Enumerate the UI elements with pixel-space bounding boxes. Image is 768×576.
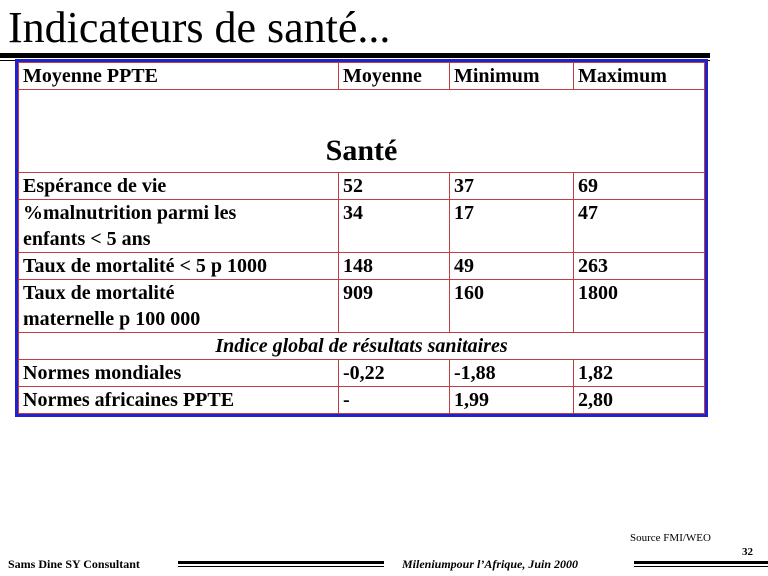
- table-row: [19, 173, 705, 200]
- table-cell: 160: [450, 280, 574, 333]
- row-label-line: maternelle p 100 000: [23, 308, 201, 330]
- title-underline: [0, 53, 710, 58]
- table-cell: 52: [339, 173, 450, 200]
- header-cell: Minimum: [450, 63, 574, 90]
- table-cell: 909: [339, 280, 450, 333]
- table-cell: 1800: [574, 280, 705, 333]
- subsection-row: [19, 333, 705, 360]
- page-number: 32: [742, 546, 753, 558]
- section-title: Santé: [19, 90, 705, 173]
- footer-event: Mileniumpour l’Afrique, Juin 2000: [402, 557, 579, 571]
- row-label: Normes mondiales: [19, 360, 339, 387]
- row-label: [19, 173, 339, 200]
- table-cell: 17: [450, 200, 574, 253]
- table-cell: -1,88: [450, 360, 574, 387]
- row-label-line: Espérance de vie: [23, 175, 167, 197]
- footer-rule-thin: [634, 566, 768, 567]
- table-row: [19, 253, 705, 280]
- table-cell: 2,80: [574, 387, 705, 414]
- row-label-line: Taux de mortalité: [23, 282, 175, 304]
- footer-rule-thin: [178, 566, 384, 567]
- table-cell: 69: [574, 173, 705, 200]
- row-label: Normes africaines PPTE: [19, 387, 339, 414]
- table-row: [19, 387, 705, 414]
- table-row: [19, 360, 705, 387]
- table-cell: 1,82: [574, 360, 705, 387]
- row-label: [19, 280, 339, 333]
- row-label: [19, 253, 339, 280]
- table-cell: -: [339, 387, 450, 414]
- table-cell: 148: [339, 253, 450, 280]
- table-cell: 263: [574, 253, 705, 280]
- table-cell: 49: [450, 253, 574, 280]
- row-label: [19, 200, 339, 253]
- table-cell: 34: [339, 200, 450, 253]
- table-cell: 37: [450, 173, 574, 200]
- table-cell: -0,22: [339, 360, 450, 387]
- header-cell: Maximum: [574, 63, 705, 90]
- section-row: [19, 90, 705, 173]
- row-label-line: %malnutrition parmi les: [23, 202, 237, 224]
- table-cell: 47: [574, 200, 705, 253]
- footer-author: Sams Dine SY Consultant: [8, 557, 140, 571]
- subsection-title: Indice global de résultats sanitaires: [19, 333, 705, 360]
- table-row: [19, 280, 705, 333]
- footer-rule: [178, 561, 384, 564]
- source-note: Source FMI/WEO: [630, 532, 711, 544]
- header-cell: Moyenne PPTE: [19, 63, 339, 90]
- health-indicators-table: [15, 59, 708, 417]
- header-cell: Moyenne: [339, 63, 450, 90]
- table-row: [19, 200, 705, 253]
- table-cell: 1,99: [450, 387, 574, 414]
- slide-title: Indicateurs de santé...: [8, 3, 391, 52]
- row-label-line: enfants < 5 ans: [23, 228, 151, 250]
- table-header-row: [19, 63, 705, 90]
- row-label-line: Taux de mortalité < 5 p 1000: [23, 255, 267, 277]
- footer-rule: [634, 561, 768, 564]
